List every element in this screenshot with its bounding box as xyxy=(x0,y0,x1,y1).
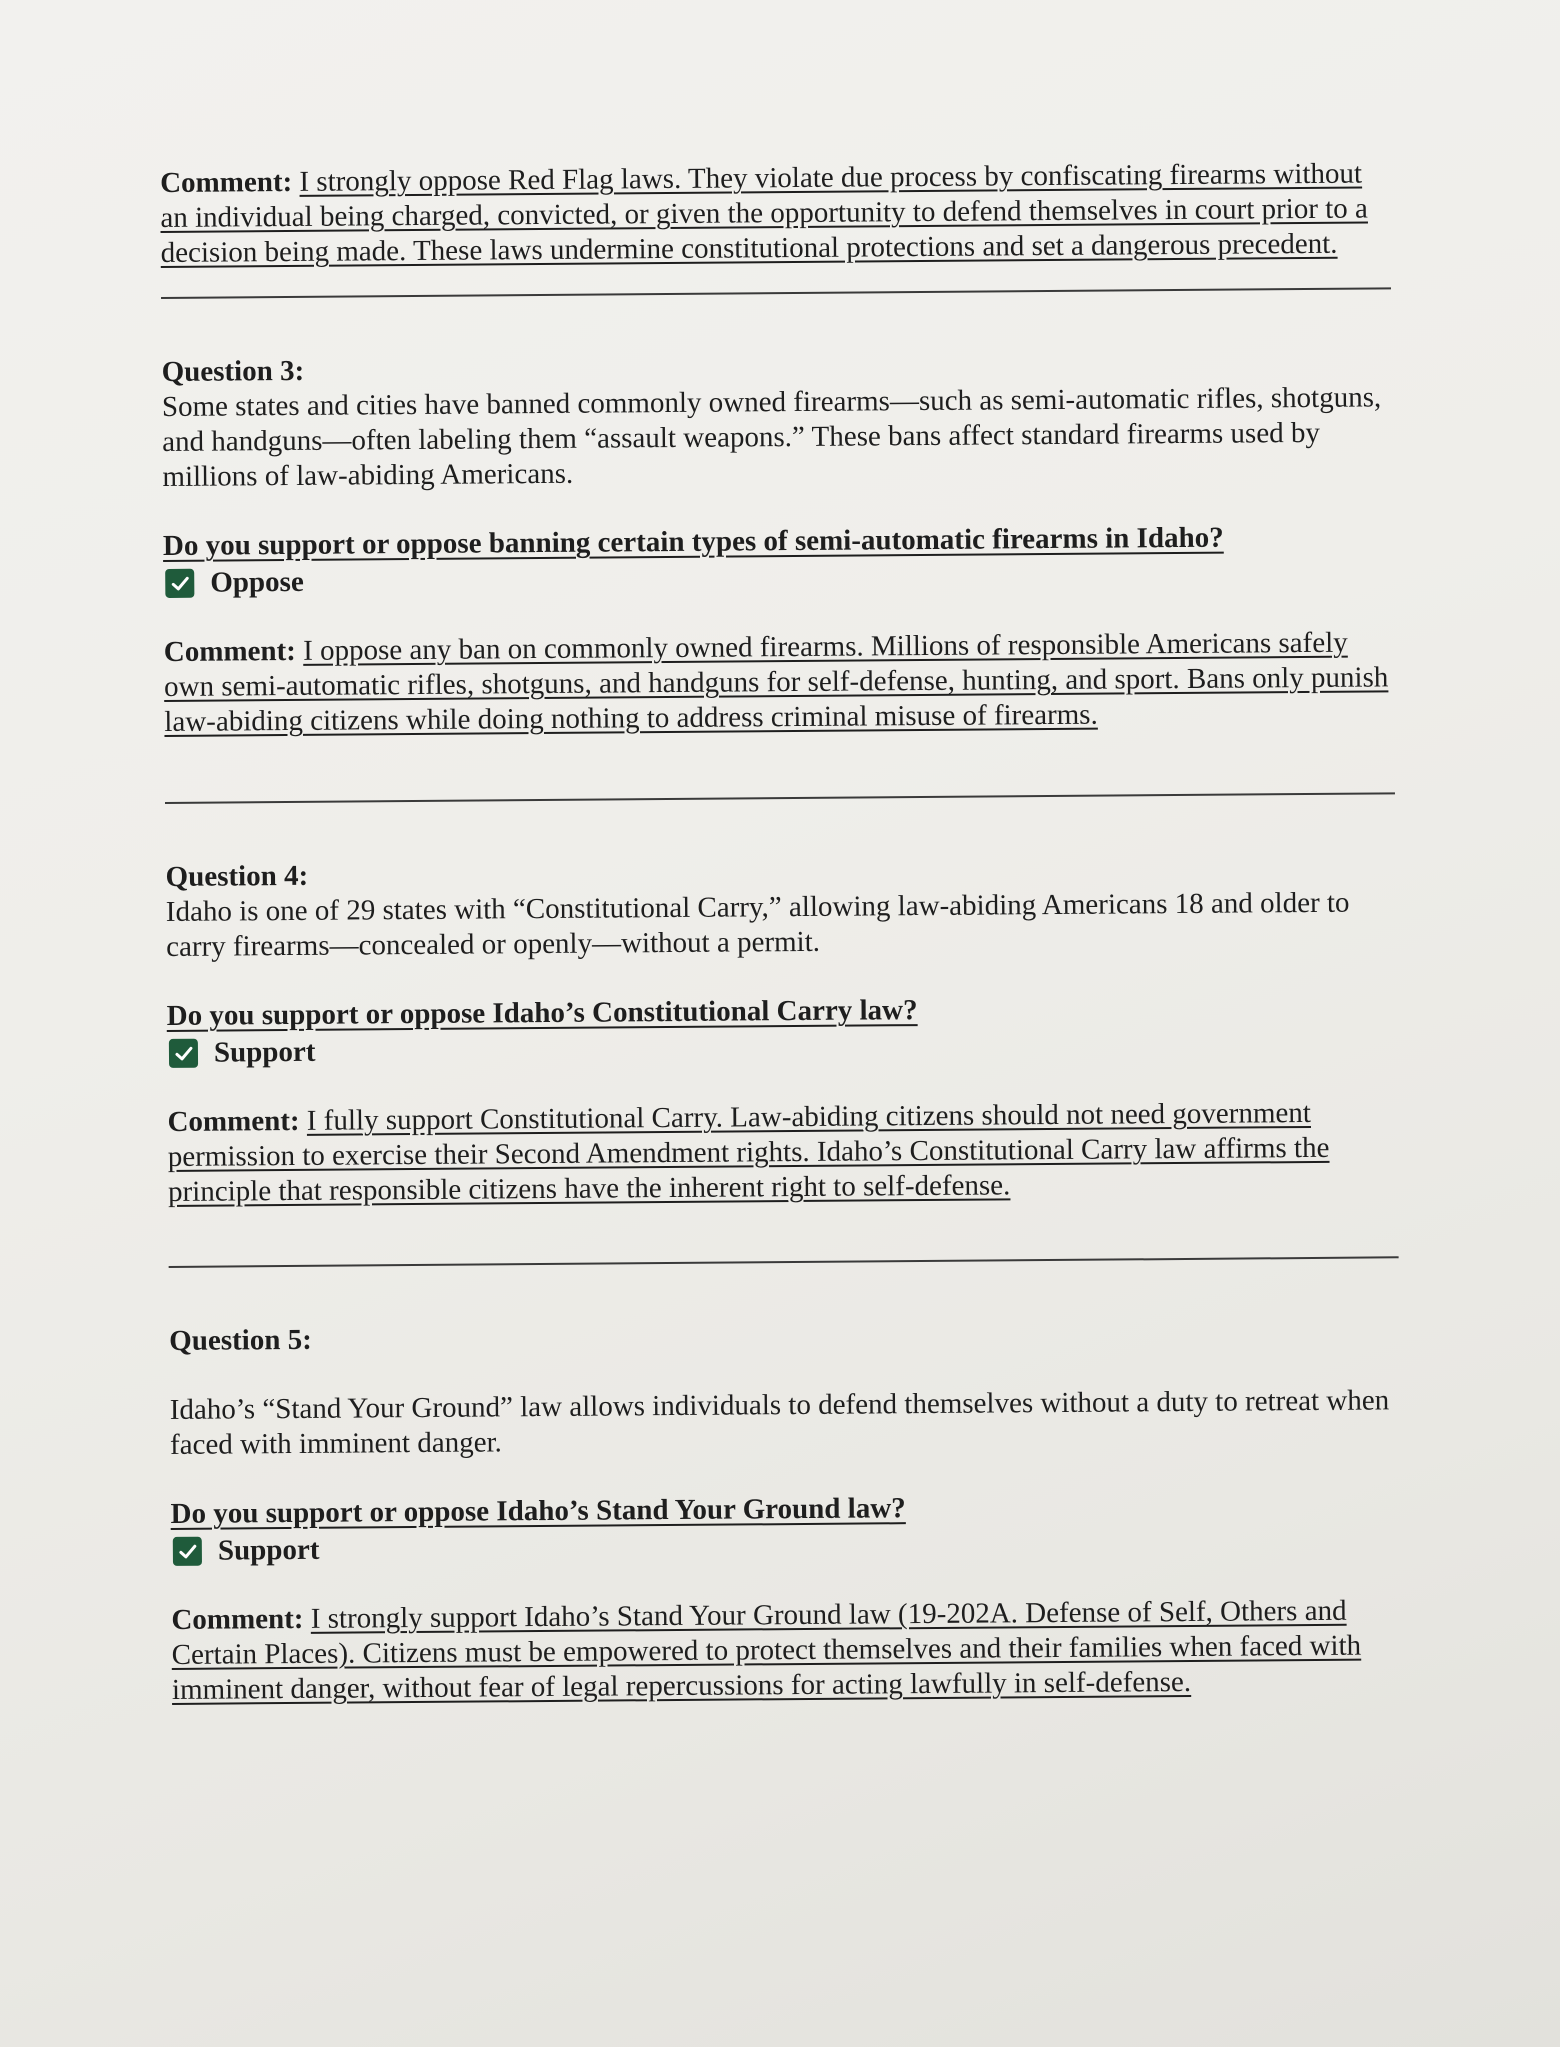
document-content xyxy=(160,156,1402,1708)
q5-description: Idaho’s “Stand Your Ground” law allows individuals to defend themselves without a duty to retreat when faced with imminent danger. xyxy=(169,1384,1390,1461)
comment-label: Comment: xyxy=(167,1104,300,1138)
comment-label: Comment: xyxy=(160,165,293,199)
q2-comment-text: I strongly oppose Red Flag laws. They violate due process by confiscating firearms without an individual being charged, convicted, or given the opportunity to defend themselves in court prior to a decision being made. These laws undermine constitutional protections and set a dangerous precedent. xyxy=(160,157,1368,269)
q3-comment xyxy=(164,625,1395,740)
checked-checkbox-icon xyxy=(169,1039,198,1068)
q3-title: Question 3: xyxy=(161,354,305,388)
q4-description: Idaho is one of 29 states with “Constitutional Carry,” allowing law-abiding Americans 18 and older to carry firearms—concealed or openly—without a permit. xyxy=(165,886,1350,963)
q3-prompt: Do you support or oppose banning certain types of semi-automatic firearms in Idaho? xyxy=(162,521,1224,562)
q5-title: Question 5: xyxy=(169,1323,312,1357)
q4-answer-label: Support xyxy=(213,1035,316,1069)
q4-comment xyxy=(167,1095,1398,1210)
q3-comment-text: I oppose any ban on commonly owned firearms. Millions of responsible Americans safely own semi-automatic rifles, shotguns, and handguns for self-defense, hunting, and sport. Bans only punish law-abiding citizens while doing nothing to address criminal misuse of firearms. xyxy=(163,626,1389,738)
q5-comment-text: I strongly support Idaho’s Stand Your Ground law (19-202A. Defense of Self, Others and Certain Places). Citizens must be empowered to protect themselves and their families when faced with imminent danger, without fear of legal repercussions for acting lawfully in self-defense. xyxy=(171,1594,1362,1706)
comment-label: Comment: xyxy=(171,1602,304,1636)
q4-prompt: Do you support or oppose Idaho’s Constitutional Carry law? xyxy=(166,994,918,1032)
q2-comment xyxy=(160,156,1391,271)
q4-title: Question 4: xyxy=(165,859,309,893)
q5-answer-label: Support xyxy=(217,1533,320,1567)
comment-label: Comment: xyxy=(163,634,297,668)
q4-comment-text: I fully support Constitutional Carry. Law-abiding citizens should not need government permission to exercise their Second Amendment rights. Idaho’s Constitutional Carry law affirms the principle that responsible citizens have the inherent right to self-defense. xyxy=(167,1096,1330,1208)
checked-checkbox-icon xyxy=(173,1537,202,1566)
q5-comment xyxy=(171,1593,1402,1708)
checked-checkbox-icon xyxy=(165,569,194,598)
q3-description: Some states and cities have banned commonly owned firearms—such as semi-automatic rifles, shotguns, and handguns—often labeling them “assault weapons.” These bans affect standard firearms used by millions of law-abiding Americans. xyxy=(161,381,1382,493)
q3-answer-label: Oppose xyxy=(210,565,304,599)
q5-prompt: Do you support or oppose Idaho’s Stand Your Ground law? xyxy=(170,1492,906,1530)
